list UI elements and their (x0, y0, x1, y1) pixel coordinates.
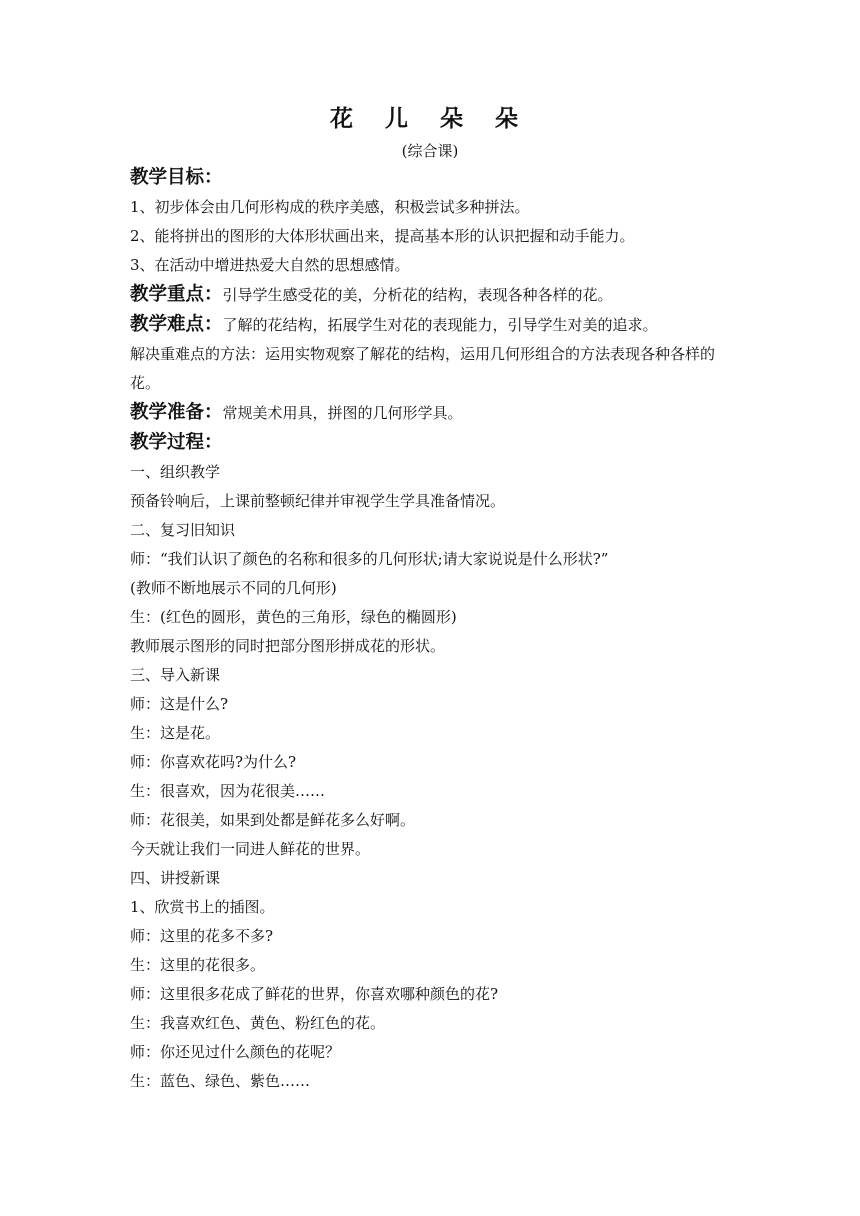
key-point-heading: 教学重点： (130, 284, 223, 305)
process-line: 生：我喜欢红色、黄色、粉红色的花。 (130, 1014, 386, 1032)
method-paragraph: 解决重难点的方法：运用实物观察了解花的结构，运用几何形组合的方法表现各种各样的花。 (130, 345, 716, 392)
objective-item: 1、初步体会由几何形构成的秩序美感，积极尝试多种拼法。 (130, 198, 530, 216)
process-heading-line (130, 428, 740, 458)
process-line: 二、复习旧知识 (130, 521, 236, 539)
preparation-heading: 教学准备： (130, 402, 223, 423)
objective-item: 3、在活动中增进热爱大自然的思想感情。 (130, 256, 410, 274)
difficulty-text: 了解的花结构，拓展学生对花的表现能力，引导学生对美的追求。 (222, 316, 658, 334)
process-line: 生：(红色的圆形，黄色的三角形，绿色的椭圆形) (130, 608, 457, 626)
key-point-line (130, 280, 740, 310)
process-line: 一、组织教学 (130, 463, 221, 481)
process-line: (教师不断地展示不同的几何形) (130, 579, 337, 597)
document-title: 花 儿 朵 朵 (329, 106, 531, 132)
process-line: 四、讲授新课 (130, 869, 221, 887)
process-line: 预备铃响后，上课前整顿纪律并审视学生学具准备情况。 (130, 492, 506, 510)
process-line: 生：这里的花很多。 (130, 956, 266, 974)
process-line: 三、导入新课 (130, 666, 221, 684)
difficulty-line (130, 310, 740, 340)
key-point-text: 引导学生感受花的美，分析花的结构，表现各种各样的花。 (222, 286, 613, 304)
objectives-heading: 教学目标： (130, 167, 223, 188)
process-line: 1、欣赏书上的插图。 (130, 898, 275, 916)
document-subtitle: (综合课) (401, 142, 459, 160)
process-line: 师：这里的花多不多? (130, 927, 274, 945)
process-line: 师：花很美，如果到处都是鲜花多么好啊。 (130, 811, 416, 829)
process-heading: 教学过程： (130, 432, 223, 453)
objectives-heading-line (130, 163, 740, 193)
process-line: 教师展示图形的同时把部分图形拼成花的形状。 (130, 637, 446, 655)
objective-item: 2、能将拼出的图形的大体形状画出来，提高基本形的认识把握和动手能力。 (130, 227, 635, 245)
process-line: 生：很喜欢，因为花很美…… (130, 782, 326, 800)
preparation-line (130, 398, 740, 428)
process-line: 生：这是花。 (130, 724, 221, 742)
process-line: 师：你喜欢花吗?为什么? (130, 753, 297, 771)
difficulty-heading: 教学难点： (130, 314, 223, 335)
process-line: 生：蓝色、绿色、紫色…… (130, 1072, 311, 1090)
process-line: 师：这里很多花成了鲜花的世界，你喜欢哪种颜色的花? (130, 985, 499, 1003)
process-line: 师：你还见过什么颜色的花呢？ (130, 1043, 341, 1061)
preparation-text: 常规美术用具，拼图的几何形学具。 (222, 404, 463, 422)
process-line: 师：这是什么? (130, 695, 229, 713)
process-line: 师：“我们认识了颜色的名称和很多的几何形状;请大家说说是什么形状?” (130, 550, 609, 568)
document-body (130, 163, 740, 1096)
process-line: 今天就让我们一同进人鲜花的世界。 (130, 840, 371, 858)
